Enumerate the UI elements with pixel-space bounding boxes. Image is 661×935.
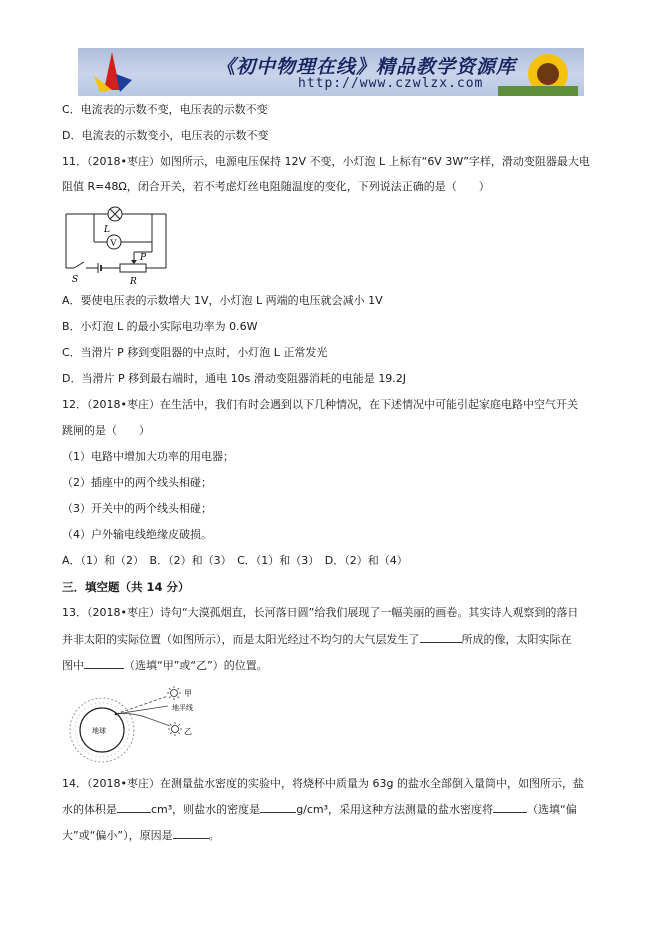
circuit-diagram [62,202,172,288]
q12-stem-line1: 12．（2018•枣庄）在生活中，我们有时会遇到以下几种情况，在下述情况中可能引起家庭电路中空气开关 [62,398,578,411]
sun-icon [168,722,182,736]
q12-stem-line2: 跳闸的是（ ） [62,424,150,437]
sunset-refraction-figure [62,684,232,770]
q14-stem-line2 [62,802,577,817]
rheostat-icon [120,264,146,272]
q14-text: g/cm³，采用这种方法测量的盐水密度将 [296,803,494,816]
q14-text: 大”或“偏小”），原因是 [62,829,173,842]
sunflower-icon [498,48,578,96]
earth-label: 地球 [92,727,106,735]
q14-text: 水的体积是 [62,803,117,816]
q12-item-2: （2）插座中的两个线头相碰； [62,476,212,489]
logo-icon [90,50,134,94]
q14-text: （选填“偏 [527,803,577,816]
q13-text: 并非太阳的实际位置（如图所示），而是太阳光经过不均匀的大气层发生了 [62,633,420,646]
q10-option-c: C．电流表的示数不变，电压表的示数不变 [62,103,268,116]
answer-blank[interactable] [173,828,209,839]
q13-stem-line3 [62,658,268,673]
q14-stem-line1: 14．（2018•枣庄）在测量盐水密度的实验中，将烧杯中质量为 63g 的盐水全部倒入量筒中，如图所示，盐 [62,777,584,790]
q11-option-c: C．当滑片 P 移到变阻器的中点时，小灯泡 L 正常发光 [62,346,328,359]
resistor-label: R [130,277,137,287]
switch-icon [74,262,84,268]
q11-option-a: A．要使电压表的示数增大 1V，小灯泡 L 两端的电压就会减小 1V [62,294,383,307]
q13-text: 图中 [62,659,84,672]
q13-stem-line1: 13．（2018•枣庄）诗句“大漠孤烟直，长河落日圆”给我们展现了一幅美丽的画卷。其实诗人观察到的落日 [62,606,579,619]
section-heading: 三．填空题（共 14 分） [62,580,190,594]
q11-option-d: D．当滑片 P 移到最右端时，通电 10s 滑动变阻器消耗的电能是 19.2J [62,372,407,385]
banner-title: 《初中物理在线》精品教学资源库 [216,56,517,78]
q11-stem-line1: 11．（2018•枣庄）如图所示，电源电压保持 12V 不变，小灯泡 L 上标有“6V 3W”字样，滑动变阻器最大电 [62,155,590,168]
q14-stem-line3 [62,828,220,843]
q13-text: （选填“甲”或“乙”）的位置。 [124,659,268,672]
horizon-label: 地平线 [172,704,193,712]
q13-stem-line2 [62,632,572,647]
sun-icon [167,686,181,700]
answer-blank[interactable] [117,802,151,813]
answer-blank[interactable] [493,802,527,813]
q11-option-b: B．小灯泡 L 的最小实际电功率为 0.6W [62,320,258,333]
header-banner [78,48,584,96]
answer-blank[interactable] [260,802,296,813]
q11-stem-line2: 阻值 R=48Ω，闭合开关，若不考虑灯丝电阻随温度的变化，下列说法正确的是（ ） [62,180,490,193]
switch-label: S [72,275,79,285]
q12-item-3: （3）开关中的两个线头相碰； [62,502,212,515]
answer-blank[interactable] [420,632,462,643]
q12-item-1: （1）电路中增加大功率的用电器； [62,450,234,463]
banner-url: http://www.czwlzx.com [298,76,484,91]
slider-label: P [140,253,147,263]
voltmeter-label: V [110,238,117,248]
q10-option-d: D．电流表的示数变小，电压表的示数不变 [62,129,269,142]
sun-a-label: 甲 [184,689,192,698]
answer-blank[interactable] [84,658,124,669]
q14-text: cm³，则盐水的密度是 [151,803,261,816]
sun-b-label: 乙 [184,727,192,736]
lamp-label: L [104,225,110,235]
q12-item-4: （4）户外输电线绝缘皮破损。 [62,528,212,541]
q12-options: A．（1）和（2） B．（2）和（3） C．（1）和（3） D．（2）和（4） [62,554,408,567]
q13-text: 所成的像，太阳实际在 [461,633,572,646]
q14-text: 。 [208,829,220,842]
